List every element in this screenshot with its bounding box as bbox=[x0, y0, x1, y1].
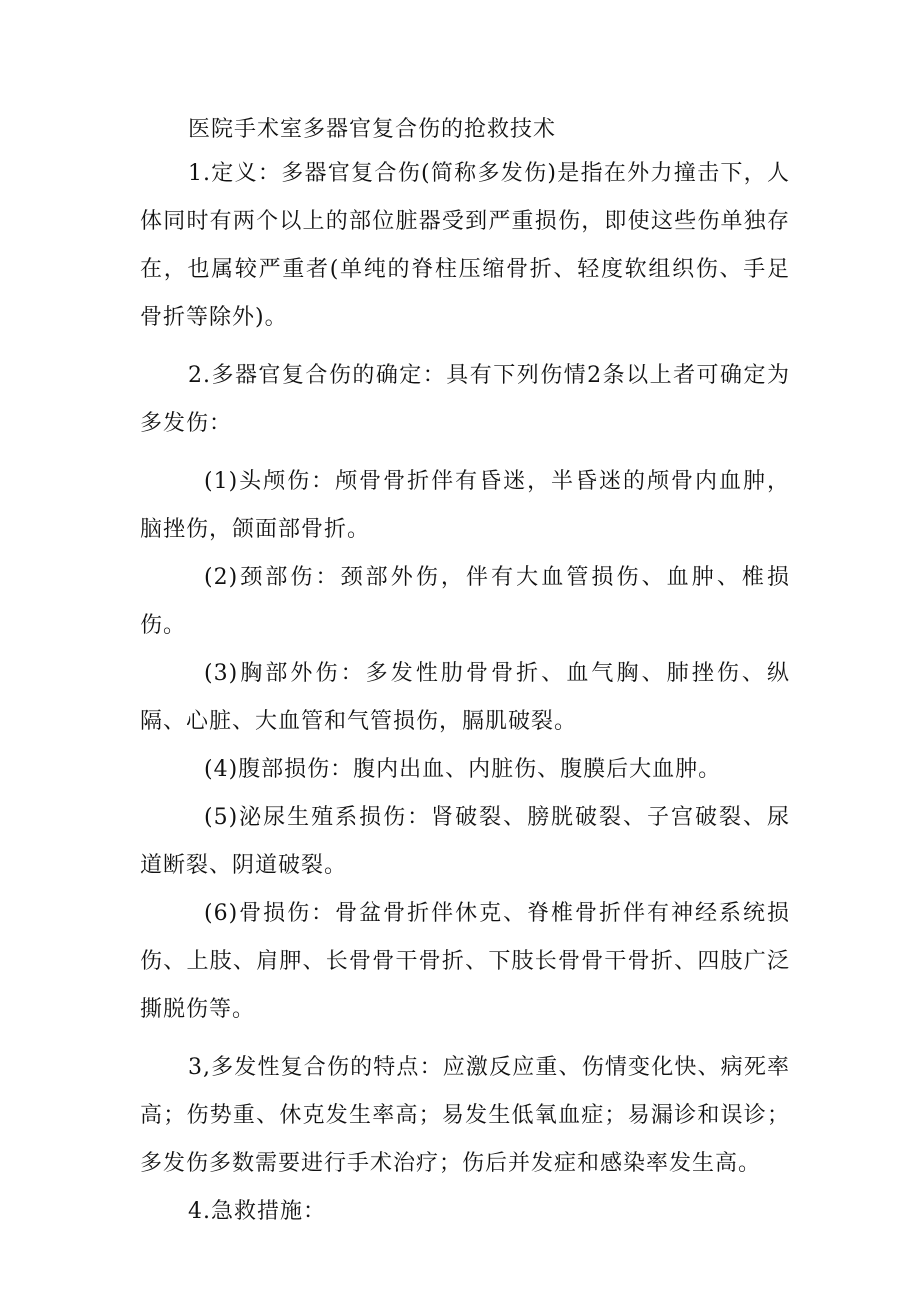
paragraph-definition: 1.定义：多器官复合伤(简称多发伤)是指在外力撞击下，人体同时有两个以上的部位脏器受到严重损伤，即使这些伤单独存在，也属较严重者(单纯的脊柱压缩骨折、轻度软组织伤、手足骨折等除外)。 bbox=[140, 161, 790, 330]
paragraph-head-injury: (1)头颅伤：颅骨骨折伴有昏迷，半昏迷的颅骨内血肿，脑挫伤，颌面部骨折。 bbox=[140, 469, 790, 542]
paragraph-abdominal-injury: (4)腹部损伤：腹内出血、内脏伤、腹膜后大血肿。 bbox=[204, 757, 722, 782]
document-body bbox=[140, 110, 790, 1236]
paragraph-bone-injury: (6)骨损伤：骨盆骨折伴休克、脊椎骨折伴有神经系统损伤、上肢、肩胛、长骨骨干骨折、下肢长骨骨干骨折、四肢广泛撕脱伤等。 bbox=[140, 901, 790, 1022]
paragraph-urogenital-injury: (5)泌尿生殖系损伤：肾破裂、膀胱破裂、子宫破裂、尿道断裂、阴道破裂。 bbox=[140, 805, 790, 878]
document-title: 医院手术室多器官复合伤的抢救技术 bbox=[188, 117, 557, 142]
paragraph-emergency-measures: 4.急救措施： bbox=[188, 1199, 326, 1224]
paragraph-chest-injury: (3)胸部外伤：多发性肋骨骨折、血气胸、肺挫伤、纵隔、心脏、大血管和气管损伤，膈肌破裂。 bbox=[140, 661, 790, 734]
paragraph-neck-injury: (2)颈部伤：颈部外伤，伴有大血管损伤、血肿、椎损伤。 bbox=[140, 565, 790, 638]
paragraph-criteria: 2.多器官复合伤的确定：具有下列伤情2条以上者可确定为多发伤： bbox=[140, 363, 790, 436]
paragraph-characteristics: 3,多发性复合伤的特点：应激反应重、伤情变化快、病死率高；伤势重、休克发生率高；易发生低氧血症；易漏诊和误诊；多发伤多数需要进行手术治疗；伤后并发症和感染率发生高。 bbox=[140, 1055, 790, 1176]
